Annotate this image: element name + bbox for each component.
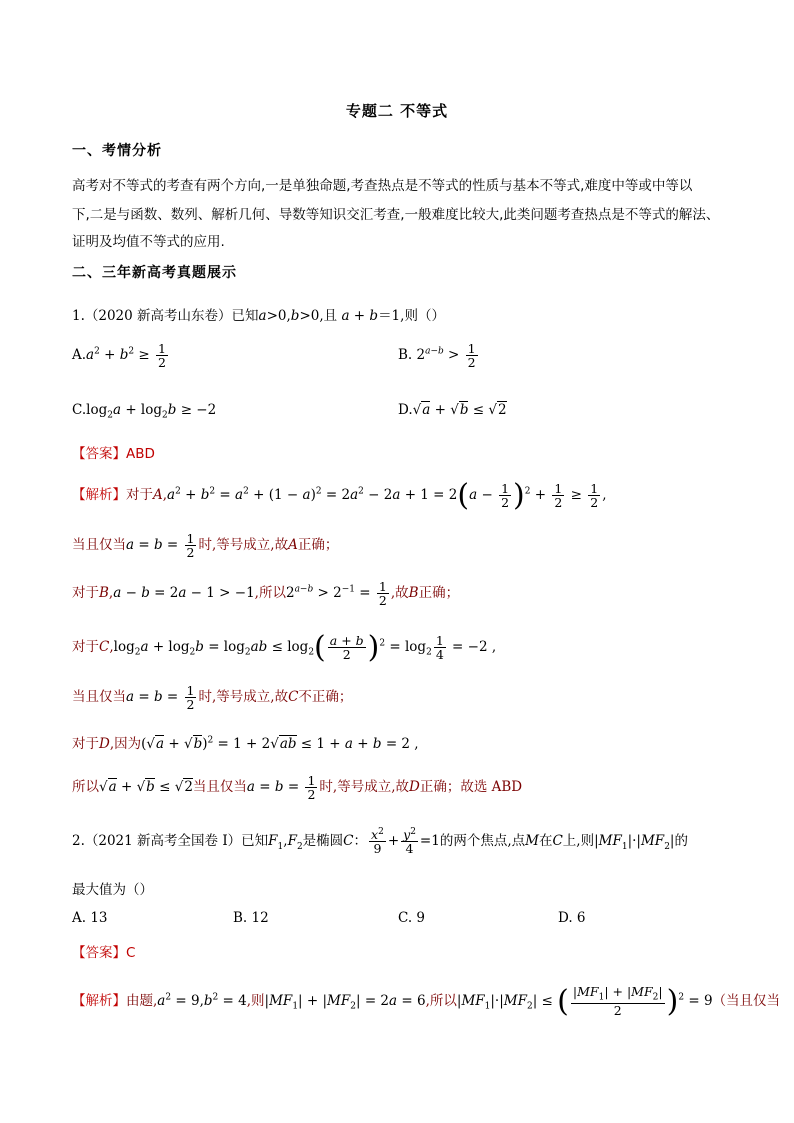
analysis-text: 正确； [297,537,339,554]
paragraph-line: 高考对不等式的考查有两个方向,一是单独命题,考查热点是不等式的性质与基本不等式,难度中等或中等以 [72,178,693,194]
question-1-prefix: 1.（2020 新高考山东卷）已知 [72,308,259,324]
analysis-text: ,则 [246,993,265,1009]
analysis-text: 不正确； [298,689,353,706]
q2-option-c: C. 9 [398,910,426,926]
section-heading-exams: 二、三年新高考真题展示 [72,265,237,281]
question-2-text: 2.（2021 新高考全国卷 I）已知 [72,833,269,850]
answer-tag: 【答案】 [72,446,126,462]
analysis-text: 对于 [126,487,153,503]
analysis-q1-b: 当且仅当a = b = $\frac{1}{2}$ 时,等号成立,故A正确； [72,531,339,561]
analysis-tag: 【解析】 [72,993,126,1009]
analysis-text: 当且仅当 [192,779,247,796]
analysis-text: 正确；故选 ABD [419,779,523,796]
answer-line-q2 [72,941,135,961]
analysis-tag: 【解析】 [72,487,126,503]
answer-value: ABD [126,446,155,462]
option-d: D.√a + √b ≤ √2 [398,402,507,418]
analysis-q1-c: 对于B,a − b = 2a − 1 > −1,所以$2^{a-b} > 2^{-1}$ = $\frac{1}{2}$ ,故B正确； [72,579,460,609]
analysis-text: 当且仅当 [72,689,126,706]
answer-value: C [126,945,136,961]
question-1-stem: 1.（2020 新高考山东卷）已知a>0,b>0,且 a + b＝1,则（） [72,308,445,324]
analysis-text: ,因为 [109,736,142,752]
option-c: $C.\log_2a + \log_2b \ge -2$ [72,402,217,421]
question-2-text: 的 [674,833,688,850]
analysis-text: ,故 [390,585,409,602]
analysis-text: ,所以 [254,585,286,602]
analysis-text: 由题, [126,993,158,1009]
q2-option-a: A. 13 [72,910,108,926]
paragraph-line: 下,二是与函数、数列、解析几何、导数等知识交汇考查,一般难度比较大,此类问题考查热点是不等式的解法、 [72,207,720,223]
question-2-text: 上,则 [562,833,595,850]
analysis-text: 所以 [72,779,99,796]
answer-tag: 【答案】 [72,945,126,961]
option-a: $A.a^2 + b^2$ ≥ $\frac{1}{2}$ [72,341,166,371]
question-2-text: 是椭圆 [302,833,344,850]
analysis-q1-a: 【解析】对于$A,a^2 + b^2 = a^2 + (1 - a)^2 = 2a^2 - 2a + 1 = 2(a$ − $\frac{1}{2}$ )$^2$ + $\frac{1}{2}$ ≥ $\frac{1}{2}$ , [72,478,607,513]
analysis-text: 对于 [72,585,99,602]
question-2-text: 的两个焦点,点 [439,833,526,850]
q2-option-b: B. 12 [233,910,269,926]
analysis-text: 对于 [72,639,99,655]
analysis-text: ,所以 [425,993,457,1009]
analysis-text: 时,等号成立,故 [198,537,289,554]
analysis-text: 时,等号成立,故 [319,779,409,796]
question-2-text: 在 [538,833,553,850]
option-b: B. $2^{a-b}$ > $\frac{1}{2}$ [398,341,476,371]
analysis-text: 对于 [72,736,99,752]
page-title: 专题二 不等式 [345,102,449,120]
paragraph-line: 证明及均值不等式的应用. [72,234,225,250]
analysis-text: 当且仅当 [72,537,126,554]
question-1-suffix: ,则（） [400,308,445,324]
analysis-q1-d: 对于$C,\log_2a + \log_2b = \log_2ab \le \log_2$( $\frac{a + b}{2}$ )$^2 = \log_2$ $\frac{1}{4}$ = −2 , [72,630,497,665]
question-2-stem: 2.（2021 新高考全国卷 I）已知$F_1,F_2$是椭圆C： $\frac{x^2}{9}$ + $\frac{y^2}{4}$ =1的两个焦点,点M在C上,则$|MF_1|\cdot|MF_2|$的 [72,827,688,857]
analysis-q1-e: 当且仅当a = b = $\frac{1}{2}$ 时,等号成立,故C不正确； [72,683,353,713]
analysis-text: （当且仅当 [712,993,781,1009]
analysis-text: 正确； [418,585,460,602]
analysis-q1-f: 对于D,因为$(√a + √b)^2 = 1 + 2√ab \le 1 + a + b = 2$ , [72,735,419,752]
section-heading-analysis: 一、考情分析 [72,143,162,159]
analysis-text: 时,等号成立,故 [198,689,289,706]
q2-option-d: D. 6 [558,910,586,926]
question-2-line2: 最大值为（） [72,882,153,898]
answer-line-q1 [72,442,155,462]
analysis-q1-g: 所以√a + √b ≤ √2当且仅当a = b = $\frac{1}{2}$ 时,等号成立,故D正确；故选 ABD [72,773,523,803]
analysis-q2: 【解析】由题$,a^2 = 9,b^2 = 4$,则$|MF_1| + |MF_2| = 2a = 6$,所以$|MF_1|\cdot|MF_2|$ ≤ ( $\frac{|MF_1| + |MF_2|}{2}$ )$^2$ = 9（当且仅当 [72,984,781,1019]
